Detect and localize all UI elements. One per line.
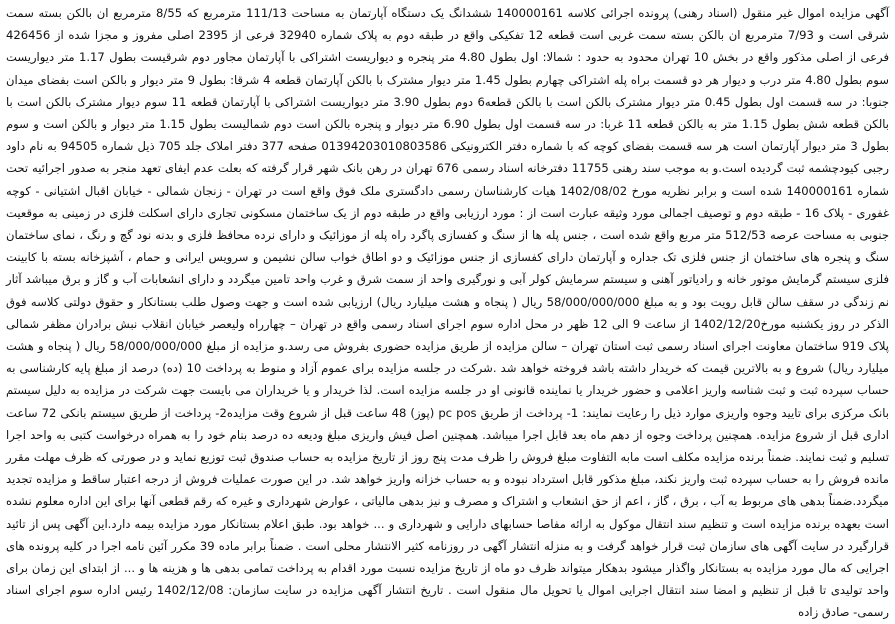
auction-notice-text: آگهی مزایده اموال غیر منقول (اسناد رهنی) پرونده اجرائی کلاسه 140000161 ششدانگ یک دستگاه آپارتمان به مساحت 111/13 مترمربع که 8/55 مترمربع ان بالکن بسته سمت شرقی است و 7/93 مترمربع ان بالکن بسته سمت غربی است قطعه 12 تفکیکی واقع در طبقه دوم به پلاک شماره 32940 فرعی از 2395 اصلی مفروز و مجزا شده از 426456 فرعی از اصلی مذکور واقع در بخش 10 تهران محدود به حدود : شمالا: اول بطول 4.80 متر پنجره و دیواریست اشتراکی با آپارتمان مجاور دوم شرقیست بطول 1.17 متر دیواریست سوم بطول 4.80 متر درب و دیوار هر دو قسمت براه پله اشتراکی چهارم بطول 1.45 متر دیوار مشترک با بالکن آپارتمان قطعه 4 شرقا: بطول 9 متر دیوار و بالکن است بفضای میدان جنوبا: در سه قسمت اول بطول 0.45 متر دیوار مشترک بالکن است با بالکن قطعه6 دوم بطول 3.90 متر دیواریست اشتراکی با آپارتمان قطعه 11 سوم دیوار مشترک بالکن است با بالکن قطعه شش بطول 1.15 متر به بالکن قطعه 11 غربا: در سه قسمت اول بطول 6.90 متر دیوار و پنجره بالکن است دوم شمالیست بطول 1.15 متر دیوار و بالکن است و سوم بطول 3 متر دیوار آپارتمان است هر سه قسمت بفضای کوچه که با شماره دفتر الکترونیکی 01394203010803586 صفحه 377 دفتر املاک جلد 705 ذیل شماره 94505 به نام داود رجبی کیودچشمه ثبت گردیده است.و به موجب سند رهنی 11755 دفترخانه اسناد رسمی 676 تهران در رهن بانک شهر قرار گرفته که بعلت عدم ایفای تعهد منجر به صدور اجرائیه تحت شماره 140000161 شده است و برابر نظریه مورخ 1402/08/02 هیات کارشناسان رسمی دادگستری ملک فوق واقع است در تهران - زنجان شمالی - خیابان اقبال اشتیانی - کوچه غفوری - پلاک 16 - طبقه دوم و توصیف اجمالی مورد وثیقه عبارت است از : مورد ارزیابی واقع در طبقه دوم از یک ساختمان مسکونی تجاری دارای اسکلت فلزی در زمینی به موقعیت جنوبی به مساحت عرصه 512/53 متر مربع واقع شده است ، جنس پله ها از سنگ و کفسازی پاگرد راه پله از موزائیک و دارای نرده محافظ فلزی و بدنه نود گچ و رنگ ، نمای ساختمان سنگ و پنجره های ساختمان از جنس فلزی تک جداره و آپارتمان دارای کفسازی از جنس موزائیک و دو اطاق خواب سالن نشیمن و سرویس ایرانی و حمام ، آشپزخانه بسته با کابینت فلزی سیستم گرمایش موتور خانه و رادیاتور آهنی و سیستم سرمایش کولر آبی و نورگیری واحد از سمت شرق و غرب واحد تامین میگردد و دارای انشعابات آب و گاز و برق میباشد آثار نم زندگی در سقف سالن قابل رویت بود و به مبلغ 58/000/000/000 ریال ( پنجاه و هشت میلیارد ریال) ارزیابی شده است و جهت وصول طلب بستانکار و حقوق دولتی کلاسه فوق الذکر در روز یکشنبه مورخ1402/12/20 از ساعت 9 الی 12 ظهر در محل اداره سوم اجرای اسناد رسمی واقع در تهران – چهارراه ولیعصر خیابان انقلاب نبش برادران مظفر شمالی پلاک 919 ساختمان معاونت اجرای اسناد رسمی ثبت استان تهران – سالن مزایده از طریق مزایده حضوری بفروش می رسد.و مزایده از مبلغ 58/000/000/000 ریال ( پنجاه و هشت میلیارد ریال) شروع و به بالاترین قیمت که خریدار داشته باشد فروخته خواهد شد .شرکت در جلسه مزایده برای عموم آزاد و منوط به پرداخت 10 (ده) درصد از مبلغ پایه کارشناسی به حساب سپرده ثبت و ثبت شناسه واریز اعلامی و حضور خریدار یا نماینده قانونی او در جلسه مزایده است. لذا خریدار و یا خریداران می بایست جهت شرکت در مزایده به دلیل سیستم بانک مرکزی برای تایید وجوه واریزی موارد ذیل را رعایت نمایند: 1- پرداخت از طریق pc pos (پوز) 48 ساعت قبل از شروع وقت مزایده2- پرداخت از طریق سیستم بانکی 72 ساعت اداری قبل از شروع مزایده. همچنین پرداخت وجوه از دهم ماه بعد قابل اجرا میباشد. همچنین اصل فیش واریزی مبلغ ودیعه ده درصد بنام خود را به همراه درخواست کتبی به واحد اجرا تسلیم و ثبت نمایند. ضمناً برنده مزایده مکلف است مابه التفاوت مبلغ فروش را ظرف مدت پنج روز از تاریخ مزایده به حساب صندوق ثبت توزیع نماید و در صورتی که ظرف مهلت مقرر مانده فروش را به حساب سپرده ثبت واریز نکند، مبلغ مذکور قابل استرداد نبوده و به حساب خزانه واریز خواهد شد. در این صورت عملیات فروش از درجه اعتبار ساقط و مزایده تجدید میگردد.ضمناً بدهی های مربوط به آب ، برق ، گاز ، اعم از حق انشعاب و اشتراک و مصرف و نیز بدهی مالیاتی ، عوارض شهرداری و غیره که رقم قطعی آنها برای این اداره معلوم نشده است بعهده برنده مزایده است و تنظیم سند انتقال موکول به ارائه مفاصا حسابهای دارایی و شهرداری و ... خواهد بود. طبق اعلام بستانکار مورد مزایده بیمه دارد.این آگهی پس از تائید قرارگیرد در سایت آگهی های سازمان ثبت قرار خواهد گرفت و به منزله انتشار آگهی در روزنامه کثیر الانتشار محلی است . ضمناً برابر ماده 39 مکرر آئین نامه اجرا در کلیه پرونده های اجرایی که مال مورد مزایده به بستانکار واگذار میشود بدهکار میتواند ظرف دو ماه از تاریخ مزایده نسبت مورد اقدام به پرداخت تمامی بدهی ها و هزینه ها و ... از ابتدای این زمان برای واحد تولیدی تا قبل از تنظیم و امضا سند انتقال اجرایی اموال یا تحویل مال منقول است . تاریخ انتشار آگهی مزایده در سایت سازمان: 1402/12/08 رئیس اداره سوم اجرای اسناد رسمی- صادق زاده: [6, 6, 890, 620]
